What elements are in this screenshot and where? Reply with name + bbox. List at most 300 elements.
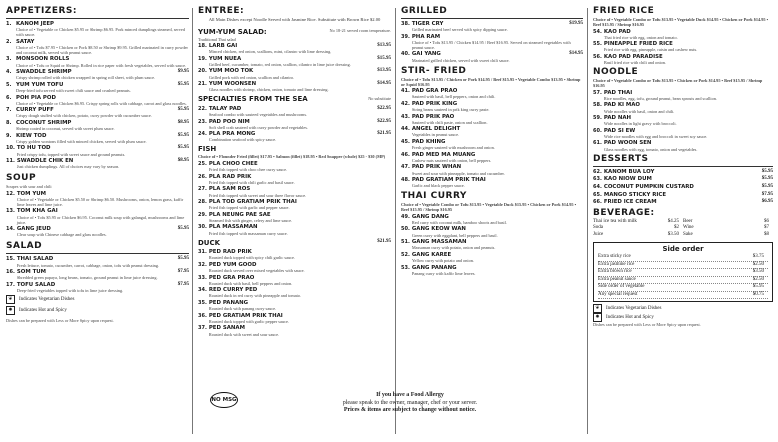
item-description: Roasted duck with panang curry sauce. bbox=[208, 306, 277, 312]
item-name: PLA PRA MONG bbox=[208, 131, 256, 138]
item-number: 51. bbox=[401, 239, 410, 246]
item-price: $5.95 bbox=[177, 256, 189, 262]
item-number: 18. bbox=[198, 43, 207, 49]
menu-item bbox=[198, 249, 391, 260]
item-name: PLA CHOO CHEE bbox=[208, 160, 258, 167]
menu-item bbox=[198, 275, 391, 286]
item-number: 22. bbox=[198, 105, 207, 112]
specialties-list bbox=[198, 106, 391, 143]
item-name: GANG DANG bbox=[411, 213, 449, 220]
item-name: ANGEL DELIGHT bbox=[411, 126, 461, 133]
item-number: 20. bbox=[198, 68, 207, 75]
row-label: Extra brown rice bbox=[598, 269, 632, 275]
item-description: Roasted duck with basil, bell peppers and onion. bbox=[208, 280, 293, 286]
menu-item bbox=[593, 102, 773, 113]
menu-item bbox=[401, 101, 583, 112]
column-1 bbox=[6, 6, 189, 323]
menu-item bbox=[198, 313, 391, 324]
item-description: Deep-fried tofu served with sweet chili sauce and crushed peanuts. bbox=[16, 88, 131, 94]
item-number: 45. bbox=[401, 138, 410, 145]
friedrice-list bbox=[593, 29, 773, 66]
item-number: 31. bbox=[198, 249, 207, 256]
menu-item bbox=[198, 186, 391, 197]
menu-item bbox=[198, 325, 391, 336]
stirfried-choice: Choice of • Tofu $13.95 / Chicken or Pork $14.95 / Beef $15.95 • Vegetable Combo $13.95 • Shrimp or Squid $16.95 bbox=[401, 76, 581, 87]
item-description: Thai fried rice with egg, onion and tomato. bbox=[603, 34, 678, 40]
item-description: Fried crispy tofu, topped with sweet sauce and ground peanuts. bbox=[16, 151, 126, 157]
side-order-heading: Side order bbox=[662, 245, 704, 254]
item-name: SWADDLE SHRIMP bbox=[16, 69, 72, 76]
legend-vegetarian: ❦ Indicates Vegetarian Dishes bbox=[593, 304, 773, 313]
item-number: 57. bbox=[593, 89, 602, 96]
item-description: Choice of • Tofu $5.95 or Chicken $6.95. Coconut milk soup with galangal, mushrooms and lime juice. bbox=[16, 214, 185, 225]
item-description: Massaman curry with potato, onion and peanuts. bbox=[411, 245, 496, 251]
noodle-heading: NOODLE bbox=[593, 67, 639, 78]
item-number: 8. bbox=[6, 119, 12, 126]
item-name: MANGO STICKY RICE bbox=[603, 191, 667, 198]
menu-item bbox=[401, 88, 583, 99]
entree-note: All Main Dishes except Noodle Served with Jasmine Rice. Substitute with Brown Rice $2.00 bbox=[208, 17, 381, 22]
menu-item bbox=[401, 252, 583, 263]
item-price: $22.95 bbox=[377, 118, 391, 124]
item-price: $15.95 bbox=[377, 55, 391, 61]
item-description: Choice of • Tofu $13.95 / Chicken $14.95 / Beef $16.95. Served on steamed vegetables with peanut sauce. bbox=[411, 39, 571, 50]
price-row bbox=[598, 262, 768, 270]
price-row bbox=[598, 292, 768, 300]
menu-item bbox=[198, 199, 391, 210]
item-description: Fried fish topped with chili garlic and basil sauce. bbox=[208, 179, 295, 185]
item-name: PINEAPPLE FRIED RICE bbox=[603, 41, 673, 48]
item-description: Fried fish topped with massaman curry sauce. bbox=[208, 230, 288, 236]
item-name: PAD GRA PRAO bbox=[411, 88, 458, 95]
item-name: SOM TUM bbox=[16, 269, 46, 276]
item-description: Grilled marinated beef served with spicy dipping sauce. bbox=[411, 27, 508, 33]
menu-item bbox=[198, 81, 391, 92]
item-number: 41. bbox=[401, 88, 410, 95]
price-row bbox=[598, 284, 768, 292]
menu-item bbox=[401, 51, 583, 62]
salad-heading: SALAD bbox=[6, 241, 43, 252]
row-label: Extra sticky rice bbox=[598, 254, 631, 260]
price-row bbox=[598, 254, 768, 262]
side-order-list bbox=[598, 254, 768, 299]
menu-item bbox=[6, 208, 189, 224]
row-label: Thai ice tea with milk bbox=[593, 218, 637, 224]
item-number: 32. bbox=[198, 261, 207, 268]
item-name: PAD KI MAO bbox=[603, 102, 641, 109]
item-description: Red curry with coconut milk, bamboo shoots and basil. bbox=[411, 219, 507, 225]
price-row bbox=[593, 232, 683, 239]
item-number: 2. bbox=[6, 38, 12, 45]
menu-item bbox=[6, 269, 189, 280]
item-number: 28. bbox=[198, 199, 207, 206]
item-number: 11. bbox=[6, 158, 15, 165]
duck-heading: DUCK bbox=[198, 238, 221, 247]
menu-item bbox=[401, 214, 583, 225]
item-name: KANOM JEEP bbox=[16, 21, 55, 27]
stirfried-list bbox=[401, 88, 583, 188]
chili-icon: ✸ bbox=[6, 306, 15, 315]
allergy-line-1: If you have a Food Allergy bbox=[376, 392, 444, 398]
item-name: COCONUT PUMPKIN CUSTARD bbox=[603, 184, 694, 191]
item-name: PLA NEUNG PAE SAE bbox=[208, 211, 271, 218]
row-price: $6 bbox=[764, 218, 769, 224]
menu-item bbox=[593, 29, 773, 40]
beverage-list bbox=[593, 219, 773, 239]
menu-item bbox=[593, 128, 773, 139]
item-name: POH PIA POD bbox=[16, 94, 56, 101]
item-number: 15. bbox=[6, 256, 15, 263]
item-name: TOM KHA GAI bbox=[16, 208, 58, 215]
item-name: PAD MED MA MUANG bbox=[411, 151, 476, 158]
column-2 bbox=[198, 6, 391, 337]
item-description: Minced chicken, red onion, scallions, mint, cilantro with lime dressing. bbox=[208, 49, 332, 55]
item-number: 65. bbox=[593, 191, 602, 198]
item-description: Marinated grilled chicken, served with sweet chili sauce. bbox=[411, 57, 510, 63]
menu-item bbox=[593, 54, 773, 65]
price-row bbox=[683, 232, 773, 239]
item-description: Choice of • Vegetable or Chicken $5.95 or Shrimp $6.95. Pork minced dumplings steamed, served with sauce. bbox=[16, 27, 185, 38]
appetizers-list bbox=[6, 21, 189, 169]
item-name: KAO PAD bbox=[603, 28, 631, 35]
stirfried-heading: STIR- FRIED bbox=[401, 65, 467, 76]
item-description: Choice of • Tofu or Squid or Shrimp. Rolled in rice paper with fresh vegetables, served with sauce. bbox=[16, 62, 187, 68]
item-name: PAD PRIK WHAN bbox=[411, 164, 462, 171]
menu-item bbox=[401, 152, 583, 163]
item-number: 17. bbox=[6, 281, 15, 288]
item-description: Glass noodles with egg, tomato, onion and vegetables. bbox=[603, 146, 698, 152]
item-number: 4. bbox=[6, 69, 12, 76]
menu-item bbox=[593, 184, 773, 190]
item-name: KAO NIOW DUM bbox=[603, 176, 652, 183]
item-number: 48. bbox=[401, 177, 410, 184]
row-price: $2.50 bbox=[752, 261, 764, 267]
item-description: Roasted duck with sweet and sour sauce. bbox=[208, 331, 280, 337]
row-price: $3.75 bbox=[752, 254, 764, 260]
allergy-line-2: please speak to the owner, manager, chef or your server. bbox=[342, 399, 478, 406]
item-price: $5.95 bbox=[177, 226, 189, 232]
item-name: PAD THAI bbox=[603, 89, 633, 96]
allergy-note bbox=[250, 392, 570, 415]
item-number: 58. bbox=[593, 102, 602, 109]
menu-item bbox=[401, 21, 583, 32]
item-description: Panang curry with kaffir lime leaves. bbox=[411, 270, 476, 276]
item-description: Deep-fried vegetables topped with tofu in lime juice dressing. bbox=[16, 287, 124, 293]
item-number: 55. bbox=[593, 41, 602, 48]
item-name: TO HU TOD bbox=[16, 145, 51, 152]
item-description: Shredded green papaya, long beans, tomato, ground peanut in lime juice dressing. bbox=[16, 275, 158, 281]
item-number: 12. bbox=[6, 190, 15, 197]
menu-item bbox=[401, 177, 583, 188]
fish-list bbox=[198, 161, 391, 236]
item-number: 16. bbox=[6, 269, 15, 276]
item-name: LARB GAI bbox=[208, 43, 238, 49]
soup-list bbox=[6, 191, 189, 238]
item-description: Sauteed with chili paste, onion and scallion. bbox=[411, 119, 488, 125]
menu-item bbox=[401, 226, 583, 237]
desserts-list bbox=[593, 169, 773, 206]
item-description: Garlic and black pepper sauce. bbox=[411, 183, 465, 189]
item-description: Wide rice noodles with egg and broccoli in sweet soy sauce. bbox=[603, 133, 708, 139]
menu-item bbox=[198, 119, 391, 130]
item-name: PAD NAH bbox=[603, 115, 632, 122]
row-label: Juice bbox=[593, 231, 604, 237]
menu-item bbox=[593, 41, 773, 52]
duck-price: $21.95 bbox=[377, 238, 391, 244]
item-number: 38. bbox=[401, 21, 410, 27]
menu-item bbox=[401, 126, 583, 137]
item-description: Fried rice with egg, pineapple, raisin and cashew nuts. bbox=[603, 47, 698, 53]
item-number: 25. bbox=[198, 160, 207, 167]
salad-list bbox=[6, 256, 189, 293]
noodle-choice: Choice of • Vegetable Combo or Tofu $13.95 • Chicken or Pork $14.95 • Beef $15.95 / Shrimp $16.95 bbox=[593, 78, 763, 89]
menu-item bbox=[6, 191, 189, 207]
item-description: Roasted duck topped with garlic pepper sauce. bbox=[208, 318, 289, 324]
thaicurry-heading: THAI CURRY bbox=[401, 191, 467, 202]
item-number: 43. bbox=[401, 113, 410, 120]
item-number: 56. bbox=[593, 53, 602, 60]
item-name: TOFU SALAD bbox=[16, 281, 56, 288]
menu-item bbox=[593, 115, 773, 126]
item-description: Glass noodles with shrimp, chicken, onion, tomato and lime dressing. bbox=[208, 87, 329, 93]
item-number: 10. bbox=[6, 145, 15, 152]
item-number: 23. bbox=[198, 118, 207, 125]
chili-icon: ✸ bbox=[593, 313, 602, 322]
row-price: $4.25 bbox=[667, 218, 679, 224]
item-price: $13.95 bbox=[377, 68, 391, 74]
item-number: 29. bbox=[198, 211, 207, 218]
item-name: THAI SALAD bbox=[16, 256, 54, 263]
item-description: Crispy shrimp rolled with chicken wrapped in spring roll sheet, with plum sauce. bbox=[16, 75, 156, 81]
item-description: Fried fish topped with sweet and sour three flavor sauce. bbox=[208, 192, 307, 198]
item-number: 21. bbox=[198, 81, 207, 88]
item-number: 46. bbox=[401, 151, 410, 158]
menu-item bbox=[401, 239, 583, 250]
thaicurry-choice: Choice of • Vegetable Combo or Tofu $13.95 • Vegetable Duck $15.95 • Chicken or Pork $14.95 • Beef $15.95 / Shrimp $16.95 bbox=[401, 202, 577, 213]
item-name: FRIED ICE CREAM bbox=[603, 199, 657, 206]
menu-item bbox=[593, 90, 773, 101]
item-price: $7.95 bbox=[177, 269, 189, 275]
item-name: PED SANAM bbox=[208, 325, 245, 332]
menu-item bbox=[198, 287, 391, 298]
item-number: 63. bbox=[593, 176, 602, 183]
item-description: Soft shell crab sauteed with curry powder and vegetables. bbox=[208, 124, 309, 130]
item-name: PED YUM GOOD bbox=[208, 261, 257, 268]
leaf-icon: ❦ bbox=[6, 295, 15, 304]
item-description: Sweet and sour with pineapple, tomato and cucumber. bbox=[411, 170, 505, 176]
item-price: $5.95 bbox=[761, 176, 773, 182]
row-label: Extra peanut sauce bbox=[598, 276, 636, 282]
item-description: Wide noodles in light gravy with broccoli. bbox=[603, 121, 677, 127]
item-price: $7.95 bbox=[761, 191, 773, 197]
soup-heading: SOUP bbox=[6, 173, 37, 184]
menu-item bbox=[6, 21, 189, 37]
item-description: Wide noodles with basil, onion and chili. bbox=[603, 108, 675, 114]
item-price: $6.95 bbox=[761, 199, 773, 205]
item-description: Grilled pork with red onion, scallion and cilantro. bbox=[208, 74, 295, 80]
legend-spicy: ✸ Indicates Hot and Spicy bbox=[6, 306, 189, 315]
item-number: 60. bbox=[593, 127, 602, 134]
item-description: Basil fried rice with chili and onion. bbox=[603, 60, 667, 66]
menu-item bbox=[593, 192, 773, 198]
item-name: GANG JEUD bbox=[16, 226, 51, 233]
menu-item bbox=[6, 107, 189, 118]
item-price: $5.95 bbox=[177, 107, 189, 113]
row-price: $5.95 bbox=[752, 284, 764, 290]
specialties-heading: SPECIALTIES FROM THE SEA bbox=[198, 95, 308, 104]
no-msg-badge: NO MSG bbox=[210, 392, 238, 408]
menu-item bbox=[6, 145, 189, 156]
item-price: $14.95 bbox=[569, 51, 583, 57]
item-number: 37. bbox=[198, 325, 207, 332]
item-number: 53. bbox=[401, 264, 410, 271]
item-number: 7. bbox=[6, 107, 12, 114]
item-price: $8.95 bbox=[177, 158, 189, 164]
item-description: Combination seafood with spicy sauce. bbox=[208, 137, 277, 143]
item-description: Fried fish topped with choo chee curry sauce. bbox=[208, 167, 288, 173]
item-name: TALAY PAD bbox=[208, 105, 242, 112]
item-description: Steamed fish with ginger, celery and lime sauce. bbox=[208, 217, 293, 223]
item-name: PLA RAD PRIK bbox=[208, 173, 252, 180]
menu-item bbox=[401, 265, 583, 276]
item-number: 39. bbox=[401, 33, 410, 40]
menu-item bbox=[593, 169, 773, 175]
item-number: 49. bbox=[401, 213, 410, 220]
column-4 bbox=[593, 6, 773, 327]
entree-heading: ENTREE: bbox=[198, 6, 245, 16]
item-name: KAO PAD PARADISE bbox=[603, 53, 663, 60]
item-description: Choice of • Vegetable or Chicken $6.95. Crispy spring rolls with cabbage, carrot and glass noodles. bbox=[16, 100, 187, 106]
column-3 bbox=[401, 6, 583, 276]
item-description: Seafood combo with sauteed vegetables and mushrooms. bbox=[208, 112, 308, 118]
item-name: YUM MOO TOK bbox=[208, 68, 254, 75]
menu-item bbox=[6, 133, 189, 144]
item-price: $5.95 bbox=[761, 168, 773, 174]
menu-item bbox=[6, 226, 189, 237]
friedrice-heading: FRIED RICE bbox=[593, 6, 655, 16]
menu-item bbox=[6, 82, 189, 93]
item-price: $7.95 bbox=[177, 281, 189, 287]
item-description: String beans sauteed in prik king curry paste. bbox=[411, 107, 490, 113]
item-price: $8.95 bbox=[177, 119, 189, 125]
menu-item bbox=[198, 43, 391, 54]
menu-item bbox=[6, 69, 189, 80]
menu-item bbox=[6, 39, 189, 55]
grilled-list bbox=[401, 21, 583, 63]
menu-item bbox=[198, 174, 391, 185]
menu-item bbox=[401, 114, 583, 125]
yumyum-heading: YUM-YUM SALAD: bbox=[198, 27, 267, 36]
item-description: Vegetables in peanut sauce. bbox=[411, 132, 460, 138]
row-price: $3.50 bbox=[667, 231, 679, 237]
spicy-footer: Dishes can be prepared with Less or More Spicy upon request. bbox=[593, 322, 701, 328]
menu-item bbox=[198, 224, 391, 235]
legend-vegetarian: ❦ Indicates Vegetarian Dishes bbox=[6, 295, 189, 304]
item-name: CURRY PUFF bbox=[16, 107, 54, 114]
menu-item bbox=[593, 176, 773, 182]
menu-item bbox=[593, 199, 773, 205]
item-number: 13. bbox=[6, 208, 15, 215]
row-label: Beer bbox=[683, 218, 693, 224]
grilled-heading: GRILLED bbox=[401, 6, 448, 16]
item-description: Green curry with eggplant, bell peppers and basil. bbox=[411, 232, 498, 238]
item-number: 54. bbox=[593, 28, 602, 35]
item-number: 35. bbox=[198, 299, 207, 306]
item-description: Fresh lettuce, tomato, cucumber, carrot, cabbage, onion, tofu with peanut dressing. bbox=[16, 262, 160, 268]
item-number: 42. bbox=[401, 100, 410, 107]
item-number: 66. bbox=[593, 199, 602, 206]
item-price: $13.95 bbox=[377, 43, 391, 48]
menu-item bbox=[198, 262, 391, 273]
item-number: 3. bbox=[6, 56, 12, 63]
menu-item bbox=[198, 68, 391, 79]
menu-item bbox=[401, 164, 583, 175]
yumyum-subtitle: Traditional Thai salad bbox=[198, 36, 236, 42]
duck-list bbox=[198, 249, 391, 336]
item-name: PED GRA PRAO bbox=[208, 274, 255, 281]
menu-item bbox=[6, 95, 189, 106]
column-divider bbox=[587, 8, 588, 434]
item-price: $14.95 bbox=[377, 81, 391, 87]
item-description: Shrimp coated in coconut, served with sweet plum sauce. bbox=[16, 126, 115, 132]
item-name: PAD PRIK PAO bbox=[411, 113, 455, 120]
row-label: Soda bbox=[593, 225, 603, 231]
row-label: Extra jasmine rice bbox=[598, 261, 635, 267]
thaicurry-list bbox=[401, 214, 583, 276]
item-name: PAD GRATIAM PRIK THAI bbox=[411, 177, 486, 184]
menu-item bbox=[198, 161, 391, 172]
item-number: 50. bbox=[401, 226, 410, 233]
item-price: $9.95 bbox=[177, 69, 189, 75]
item-name: MONSOON ROLLS bbox=[16, 56, 70, 63]
friedrice-choice: Choice of • Vegetable Combo or Tofu $13.95 • Vegetable Duck $14.95 • Chicken or Pork $14.95 • Beef $15.95 / Shrimp $16.95 bbox=[593, 17, 769, 27]
item-name: RED CURRY PED bbox=[208, 287, 258, 294]
item-description: Fried fish topped with garlic and pepper sauce. bbox=[208, 205, 290, 211]
appetizers-heading: APPETIZERS: bbox=[6, 6, 77, 16]
item-name: YUM YUM TOFU bbox=[16, 81, 64, 88]
item-description: Sauteed with basil, bell peppers, onion and chili. bbox=[411, 94, 496, 100]
item-description: Crispy dough stuffed with chicken, potato, curry powder with cucumber sauce. bbox=[16, 113, 152, 119]
row-price: $8 bbox=[764, 231, 769, 237]
item-name: PAD PRIK KING bbox=[411, 100, 458, 107]
row-label: Side order of vegetable bbox=[598, 284, 645, 290]
item-price: $19.95 bbox=[569, 21, 583, 26]
item-number: 52. bbox=[401, 251, 410, 258]
item-number: 24. bbox=[198, 131, 207, 138]
item-name: TOM YUM bbox=[16, 190, 47, 197]
item-number: 34. bbox=[198, 287, 207, 294]
item-name: TIGER CRY bbox=[411, 21, 444, 27]
item-description: Clear soup with Chinese cabbage and glass noodles. bbox=[16, 232, 107, 238]
item-number: 36. bbox=[198, 312, 207, 319]
menu-item bbox=[6, 120, 189, 131]
noodle-list bbox=[593, 90, 773, 152]
menu-item bbox=[198, 106, 391, 117]
fish-choice: Choice of • Flounder Fried (fillet) $17.95 • Salmon (fillet) $18.95 • Red Snapper (whole) $25 - $30 (MP) bbox=[198, 154, 386, 160]
row-label: Sake bbox=[683, 231, 693, 237]
item-description: Roasted duck topped with spicy chili garlic sauce. bbox=[208, 255, 296, 261]
side-order-box bbox=[593, 242, 773, 302]
item-number: 1. bbox=[6, 21, 12, 27]
item-name: PLA MASSAMAN bbox=[208, 224, 258, 231]
fish-heading: FISH bbox=[198, 145, 217, 154]
legend-spicy: ✸ Indicates Hot and Spicy bbox=[593, 313, 773, 322]
menu-item bbox=[6, 256, 189, 267]
menu-item bbox=[401, 34, 583, 50]
item-number: 14. bbox=[6, 226, 15, 233]
menu-item bbox=[401, 139, 583, 150]
item-name: PLA SAM ROS bbox=[208, 186, 251, 193]
